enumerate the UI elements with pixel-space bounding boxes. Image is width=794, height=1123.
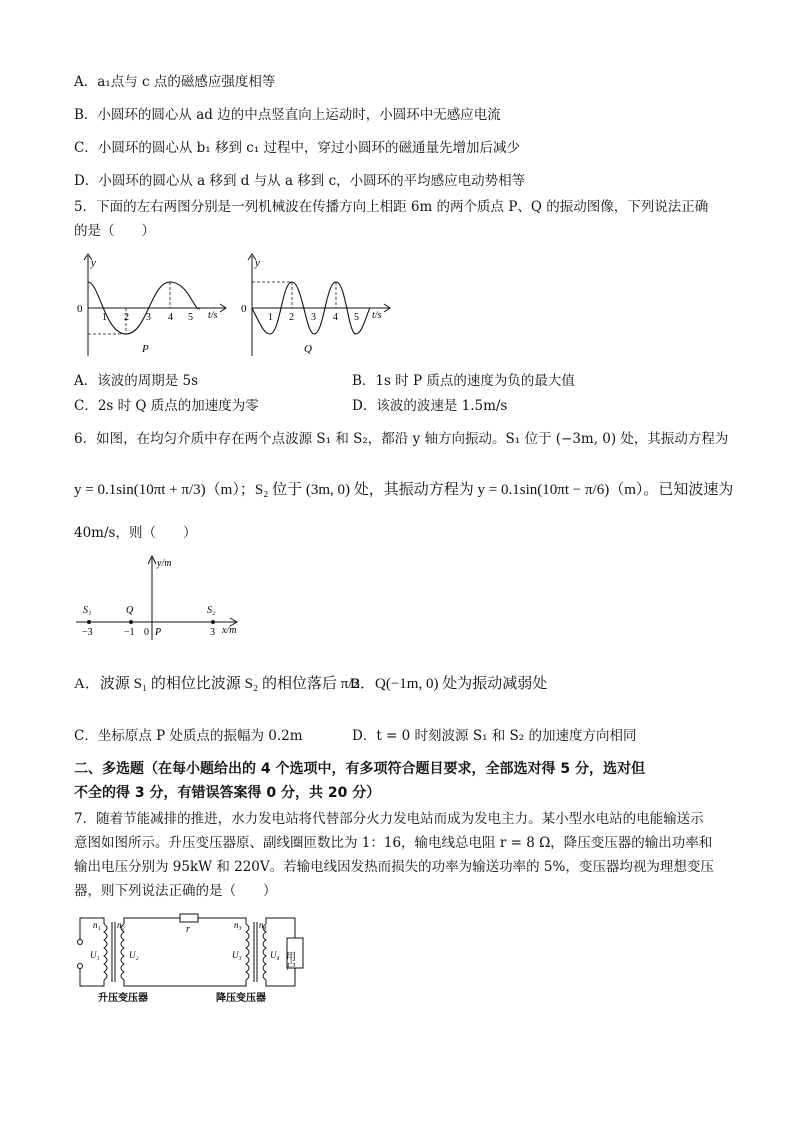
q6-option-a: A．波源 S₁ 的相位比波源 S₂ 的相位落后 π/2	[74, 676, 360, 692]
q5-stem-line1: 5．下面的左右两图分别是一列机械波在传播方向上相距 6m 的两个质点 P、Q 的振动图像，下列说法正确	[74, 199, 709, 215]
q-tick-5: 5	[354, 312, 359, 323]
q6-origin: 0	[144, 627, 149, 638]
q5-option-d: D．该波的波速是 1.5m/s	[352, 398, 508, 414]
section2-heading-line2: 不全的得 3 分，有错误答案得 0 分，共 20 分）	[74, 785, 381, 801]
q7-stem-line4: 器，则下列说法正确的是（ ）	[74, 883, 277, 899]
q6-option-c: C．坐标原点 P 处质点的振幅为 0.2m	[74, 728, 303, 744]
p-y-label: y	[91, 257, 96, 269]
q7-transmission-diagram	[74, 908, 319, 1008]
q-tick-1: 1	[268, 312, 273, 323]
q4-option-a: A．a₁点与 c 点的磁感应强度相等	[74, 74, 276, 90]
q6-s1-label: S₁	[83, 605, 92, 616]
q4-option-b: B．小圆环的圆心从 ad 边的中点竖直向上运动时，小圆环中无感应电流	[74, 107, 501, 123]
u1-label: U₁	[90, 950, 100, 960]
q-x-label: t/s	[372, 310, 382, 321]
q6-y-label: y/m	[157, 558, 172, 569]
q7-stem-line2: 意图如图所示。升压变压器原、副线圈匝数比为 1：16，输电线总电阻 r = 8 Ω，降压变压器的输出功率和	[74, 835, 713, 851]
p-tick-3: 3	[146, 312, 151, 323]
step-up-label: 升压变压器	[98, 993, 148, 1004]
q-caption: Q	[304, 343, 312, 355]
u4-label: U₄	[270, 950, 280, 960]
q5-option-b: B．1s 时 P 质点的速度为负的最大值	[352, 373, 575, 389]
p-origin: 0	[77, 303, 83, 315]
q5-graph-p	[74, 252, 234, 360]
q6-s2-label: S₂	[207, 605, 216, 616]
q6-tick-m1: −1	[124, 627, 135, 638]
q7-stem-line1: 7．随着节能减排的推进，水力发电站将代替部分火力发电站而成为发电主力。某小型水电站的电能输送示	[74, 811, 704, 827]
q6-tick-3: 3	[210, 627, 215, 638]
p-tick-4: 4	[168, 312, 173, 323]
q6-stem-line1: 6．如图，在均匀介质中存在两个点波源 S₁ 和 S₂，都沿 y 轴方向振动。S₁ 位于 (−3m, 0) 处，其振动方程为	[74, 431, 729, 447]
q6-figure	[74, 552, 246, 644]
q-tick-3: 3	[311, 312, 316, 323]
p-tick-1: 1	[102, 312, 107, 323]
q-tick-4: 4	[333, 312, 338, 323]
p-tick-2: 2	[124, 312, 129, 323]
q-tick-2: 2	[289, 312, 294, 323]
q6-p-label: P	[155, 627, 162, 638]
q4-option-c: C．小圆环的圆心从 b₁ 移到 c₁ 过程中，穿过小圆环的磁通量先增加后减少	[74, 140, 521, 156]
r-label: r	[186, 924, 190, 935]
q6-x-label: x/m	[222, 625, 237, 636]
section2-heading-line1: 二、多选题（在每小题给出的 4 个选项中，有多项符合题目要求，全部选对得 5 分，选对但	[74, 761, 645, 777]
u3-label: U₃	[232, 950, 242, 960]
q-y-label: y	[255, 257, 260, 269]
step-down-label: 降压变压器	[216, 993, 266, 1004]
q5-graph-q	[238, 252, 398, 360]
q5-option-c: C．2s 时 Q 质点的加速度为零	[74, 398, 259, 414]
q6-stem-line2: y = 0.1sin(10πt + π/3)（m）；S₂ 位于 (3m, 0) 处，其振动方程为 y = 0.1sin(10πt − π/6)（m）。已知波速为	[74, 482, 734, 498]
q4-option-d: D．小圆环的圆心从 a 移到 d 与从 a 移到 c，小圆环的平均感应电动势相等	[74, 173, 526, 189]
p-x-label: t/s	[208, 310, 218, 321]
n1-label: n₁	[93, 920, 101, 930]
q6-q-label: Q	[126, 605, 134, 616]
n2-label: n₂	[117, 920, 125, 930]
user-label: 用户	[283, 951, 295, 971]
q6-tick-m3: −3	[82, 627, 93, 638]
q-origin: 0	[241, 303, 247, 315]
q7-stem-line3: 输出电压分别为 95kW 和 220V。若输电线因发热而损失的功率为输送功率的 5%，变压器均视为理想变压	[74, 859, 714, 875]
q5-option-a: A．该波的周期是 5s	[74, 373, 199, 389]
q5-stem-line2: 的是（ ）	[74, 223, 155, 239]
q6-option-d: D．t = 0 时刻波源 S₁ 和 S₂ 的加速度方向相同	[352, 728, 637, 744]
q6-stem-line3: 40m/s，则（ ）	[74, 525, 197, 541]
n4-label: n₄	[259, 920, 267, 930]
u2-label: U₂	[129, 950, 139, 960]
q6-option-b: B．Q(−1m, 0) 处为振动减弱处	[350, 676, 548, 692]
p-tick-5: 5	[188, 312, 193, 323]
n3-label: n₃	[234, 920, 242, 930]
p-caption: P	[142, 343, 149, 355]
